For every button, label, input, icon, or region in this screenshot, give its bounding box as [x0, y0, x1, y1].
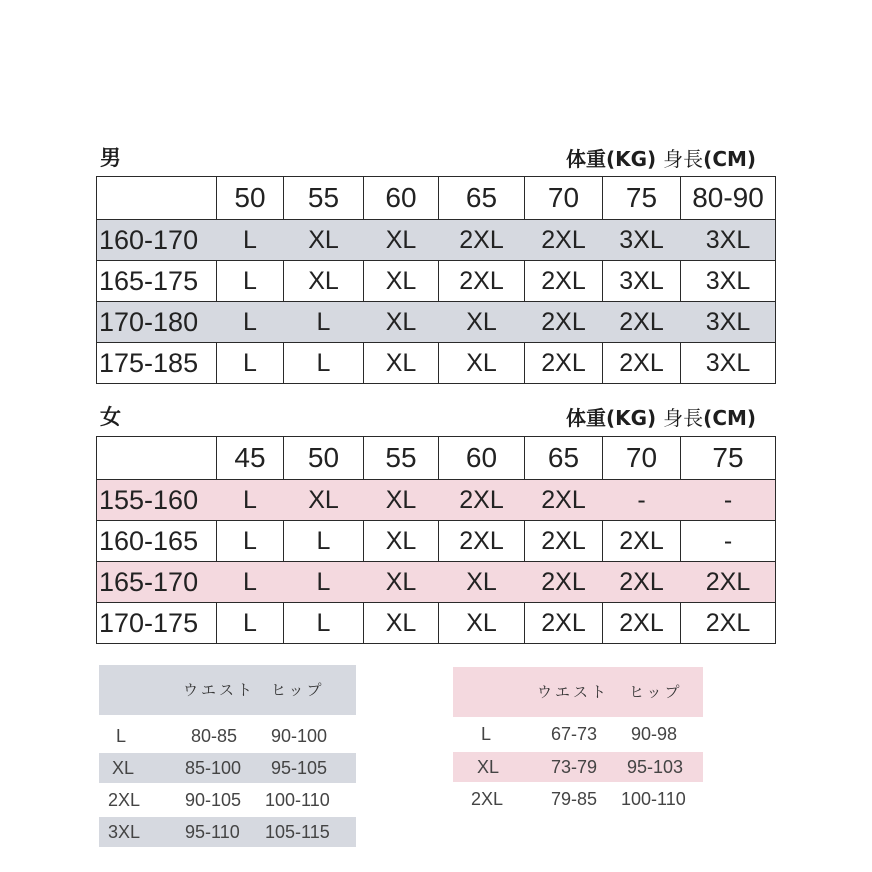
women-measure-row	[453, 784, 703, 814]
men-weight-cell: 80-90	[681, 177, 776, 220]
men-measure-row	[99, 721, 356, 751]
men-measure-waist: 95-110	[185, 822, 240, 842]
men-measure-hip: 100-110	[265, 790, 330, 810]
women-weight-cell: 75	[681, 437, 776, 480]
men-height-cell: 170-180	[97, 302, 217, 343]
men-measure-row	[99, 785, 356, 815]
men-measure-waist: 85-100	[185, 758, 242, 778]
men-size-cell: 3XL	[681, 343, 776, 384]
men-table-row	[97, 220, 776, 261]
men-size-cell: 2XL	[603, 302, 681, 343]
women-size-cell: XL	[439, 603, 525, 644]
women-weight-cell: 45	[217, 437, 284, 480]
women-size-cell: 2XL	[681, 603, 776, 644]
women-weight-cell: 55	[364, 437, 439, 480]
men-section-label: 男	[100, 146, 121, 170]
men-measure-size: 2XL	[108, 790, 141, 810]
women-measure-size: 2XL	[471, 789, 504, 809]
women-corner-cell	[97, 437, 217, 480]
women-weight-cell: 70	[603, 437, 681, 480]
women-height-unit-cm: (CM)	[703, 406, 757, 430]
women-size-cell: XL	[364, 480, 439, 521]
men-size-cell: 3XL	[603, 261, 681, 302]
men-size-cell: XL	[439, 302, 525, 343]
women-height-cell: 160-165	[97, 521, 217, 562]
women-measure-row	[453, 719, 703, 749]
women-size-cell: XL	[284, 480, 364, 521]
women-table-row	[97, 480, 776, 521]
women-size-cell: XL	[364, 562, 439, 603]
women-size-cell: L	[284, 521, 364, 562]
women-measure-size: L	[481, 724, 492, 744]
women-measure-hip: 100-110	[621, 789, 686, 809]
men-height-unit: 身長	[663, 147, 704, 171]
women-size-cell: 2XL	[681, 562, 776, 603]
women-size-cell: XL	[439, 562, 525, 603]
women-measure-hip: 95-103	[627, 757, 684, 777]
men-size-cell: L	[284, 343, 364, 384]
men-measure-row	[99, 753, 356, 783]
women-unit-label	[566, 402, 756, 431]
men-weight-cell: 70	[525, 177, 603, 220]
men-measure-hip: 95-105	[271, 758, 328, 778]
women-size-cell: 2XL	[439, 480, 525, 521]
men-size-cell: 3XL	[681, 220, 776, 261]
men-size-cell: XL	[284, 220, 364, 261]
men-size-cell: L	[217, 343, 284, 384]
women-weight-header-row	[97, 437, 776, 480]
women-measure-waist: 73-79	[551, 757, 598, 777]
men-table-row	[97, 343, 776, 384]
women-size-cell: XL	[364, 521, 439, 562]
men-unit-label	[566, 143, 756, 172]
women-table-row	[97, 521, 776, 562]
men-size-cell: 2XL	[525, 343, 603, 384]
men-size-cell: XL	[284, 261, 364, 302]
men-size-cell: L	[284, 302, 364, 343]
women-size-cell: 2XL	[603, 603, 681, 644]
women-size-cell: -	[603, 480, 681, 521]
women-size-cell: 2XL	[603, 521, 681, 562]
women-measure-hip: 90-98	[631, 724, 678, 744]
men-weight-cell: 60	[364, 177, 439, 220]
women-size-cell: L	[284, 562, 364, 603]
women-size-cell: L	[217, 603, 284, 644]
women-size-cell: 2XL	[525, 562, 603, 603]
men-weight-cell: 55	[284, 177, 364, 220]
men-height-unit-cm: (CM)	[703, 147, 757, 171]
men-weight-header-row	[97, 177, 776, 220]
men-weight-unit: 体重(KG)	[566, 147, 657, 171]
men-size-cell: L	[217, 220, 284, 261]
men-size-cell: 3XL	[681, 261, 776, 302]
men-measure-size: 3XL	[108, 822, 141, 842]
men-measure-hip: 105-115	[265, 822, 330, 842]
women-weight-cell: 60	[439, 437, 525, 480]
men-size-cell: 2XL	[525, 220, 603, 261]
women-size-cell: L	[217, 521, 284, 562]
women-measure-waist: 79-85	[551, 789, 598, 809]
women-size-cell: XL	[364, 603, 439, 644]
women-height-cell: 170-175	[97, 603, 217, 644]
men-measure-row	[99, 817, 356, 847]
women-size-cell: 2XL	[525, 521, 603, 562]
women-size-cell: L	[217, 480, 284, 521]
men-weight-cell: 75	[603, 177, 681, 220]
women-measure-waist: 67-73	[551, 724, 598, 744]
women-measure-size: XL	[477, 757, 500, 777]
men-waist-header: ウエスト	[183, 682, 256, 699]
men-height-cell: 165-175	[97, 261, 217, 302]
women-height-unit: 身長	[663, 406, 704, 430]
women-size-cell: 2XL	[525, 603, 603, 644]
men-size-cell: XL	[364, 220, 439, 261]
women-table-row	[97, 562, 776, 603]
men-measure-size: L	[116, 726, 127, 746]
men-size-cell: L	[217, 261, 284, 302]
women-weight-cell: 65	[525, 437, 603, 480]
men-size-cell: 3XL	[681, 302, 776, 343]
men-size-cell: L	[217, 302, 284, 343]
men-weight-cell: 50	[217, 177, 284, 220]
women-size-cell: -	[681, 480, 776, 521]
men-measure-header	[99, 665, 356, 715]
men-corner-cell	[97, 177, 217, 220]
women-size-cell: 2XL	[603, 562, 681, 603]
men-height-cell: 160-170	[97, 220, 217, 261]
women-waist-header: ウエスト	[537, 684, 610, 701]
women-height-cell: 165-170	[97, 562, 217, 603]
men-measure-size: XL	[112, 758, 135, 778]
men-size-cell: 2XL	[525, 261, 603, 302]
men-size-cell: 2XL	[525, 302, 603, 343]
men-measure-table	[99, 665, 356, 847]
men-size-table	[96, 176, 776, 384]
women-section-label: 女	[100, 405, 121, 429]
women-hip-header: ヒップ	[629, 684, 683, 701]
men-size-cell: 2XL	[439, 220, 525, 261]
women-size-cell: 2XL	[439, 521, 525, 562]
women-weight-cell: 50	[284, 437, 364, 480]
men-measure-hip: 90-100	[271, 726, 328, 746]
women-size-cell: 2XL	[525, 480, 603, 521]
men-size-cell: 3XL	[603, 220, 681, 261]
men-weight-cell: 65	[439, 177, 525, 220]
men-size-cell: XL	[364, 261, 439, 302]
men-size-cell: XL	[439, 343, 525, 384]
men-hip-header: ヒップ	[271, 682, 325, 699]
women-measure-header	[453, 667, 703, 717]
men-size-cell: 2XL	[439, 261, 525, 302]
women-size-cell: L	[217, 562, 284, 603]
women-size-cell: L	[284, 603, 364, 644]
women-height-cell: 155-160	[97, 480, 217, 521]
men-size-cell: XL	[364, 302, 439, 343]
men-table-row	[97, 302, 776, 343]
women-size-cell: -	[681, 521, 776, 562]
women-measure-table	[453, 667, 703, 817]
women-table-row	[97, 603, 776, 644]
men-table-row	[97, 261, 776, 302]
men-measure-waist: 80-85	[191, 726, 238, 746]
men-height-cell: 175-185	[97, 343, 217, 384]
men-size-cell: 2XL	[603, 343, 681, 384]
men-measure-waist: 90-105	[185, 790, 242, 810]
women-size-table	[96, 436, 776, 644]
women-weight-unit: 体重(KG)	[566, 406, 657, 430]
men-size-cell: XL	[364, 343, 439, 384]
women-measure-row	[453, 752, 703, 782]
